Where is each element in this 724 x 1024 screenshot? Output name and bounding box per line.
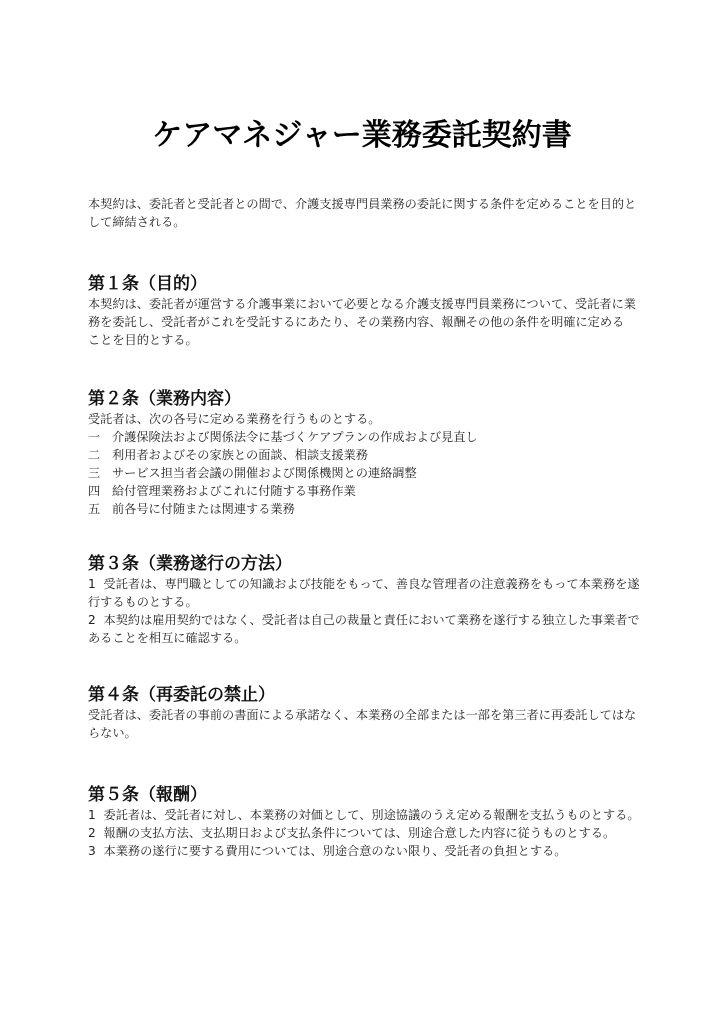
- clause-number: 3: [88, 844, 96, 858]
- item-number: 四: [88, 484, 101, 498]
- article-3: [88, 553, 640, 647]
- document-title: ケアマネジャー業務委託契約書: [152, 118, 572, 153]
- clause-text: 委託者は、受託者に対し、本業務の対価として、別途協議のうえ定める報酬を支払うものとする。: [103, 808, 640, 822]
- list-item: [88, 428, 658, 446]
- item-text: 介護保険法および関係法令に基づくケアプランの作成および見直し: [112, 430, 478, 444]
- clause-number: 1: [88, 808, 96, 822]
- article-2-body: 受託者は、次の各号に定める業務を行うものとする。: [88, 412, 381, 426]
- list-item: [88, 464, 658, 482]
- clause-text: 受託者は、専門職としての知識および技能をもって、善良な管理者の注意義務をもって本業務を遂行するものとする。: [88, 577, 640, 609]
- article-2-heading: 第２条（業務内容）: [88, 389, 241, 409]
- list-item: [88, 500, 658, 518]
- list-item: [88, 482, 658, 500]
- article-5-heading: 第５条（報酬）: [88, 785, 207, 805]
- item-number: 二: [88, 448, 101, 462]
- item-number: 三: [88, 466, 101, 480]
- article-5: [88, 784, 668, 860]
- clause-item: [88, 611, 640, 647]
- item-text: 利用者およびその家族との面談、相談支援業務: [112, 448, 368, 462]
- article-4-heading: 第４条（再委託の禁止）: [88, 685, 275, 705]
- article-3-heading: 第３条（業務遂行の方法）: [88, 554, 292, 574]
- article-4-body: 受託者は、委託者の事前の書面による承諾なく、本業務の全部または一部を第三者に再委託してはならない。: [88, 708, 637, 740]
- article-1-body: 本契約は、委託者が運営する介護事業において必要となる介護支援専門員業務について、受託者に業務を委託し、受託者がこれを受託するにあたり、その業務内容、報酬その他の条件を明確に定めることを目的とする。: [88, 297, 636, 347]
- item-text: 前各号に付随または関連する業務: [112, 502, 295, 516]
- article-1-heading: 第１条（目的）: [88, 274, 207, 294]
- clause-item: [88, 806, 668, 824]
- clause-item: [88, 575, 640, 611]
- list-item: [88, 446, 658, 464]
- item-text: サービス担当者会議の開催および関係機関との連絡調整: [112, 466, 417, 480]
- clause-item: [88, 824, 668, 842]
- article-2: [88, 388, 658, 518]
- clause-text: 本契約は雇用契約ではなく、受託者は自己の裁量と責任において業務を遂行する独立した事業者であることを相互に確認する。: [88, 613, 640, 645]
- item-number: 一: [88, 430, 101, 444]
- clause-item: [88, 842, 668, 860]
- item-text: 給付管理業務およびこれに付随する事務作業: [112, 484, 356, 498]
- article-4: [88, 684, 640, 742]
- clause-number: 2: [88, 613, 96, 627]
- item-number: 五: [88, 502, 101, 516]
- clause-number: 2: [88, 826, 96, 840]
- article-1: [88, 273, 658, 349]
- intro-paragraph: 本契約は、委託者と受託者との間で、介護支援専門員業務の委託に関する条件を定めることを目的として締結される。: [88, 197, 637, 229]
- clause-number: 1: [88, 577, 96, 591]
- clause-text: 報酬の支払方法、支払期日および支払条件については、別途合意した内容に従うものとする。: [103, 826, 616, 840]
- clause-text: 本業務の遂行に要する費用については、別途合意のない限り、受託者の負担とする。: [103, 844, 567, 858]
